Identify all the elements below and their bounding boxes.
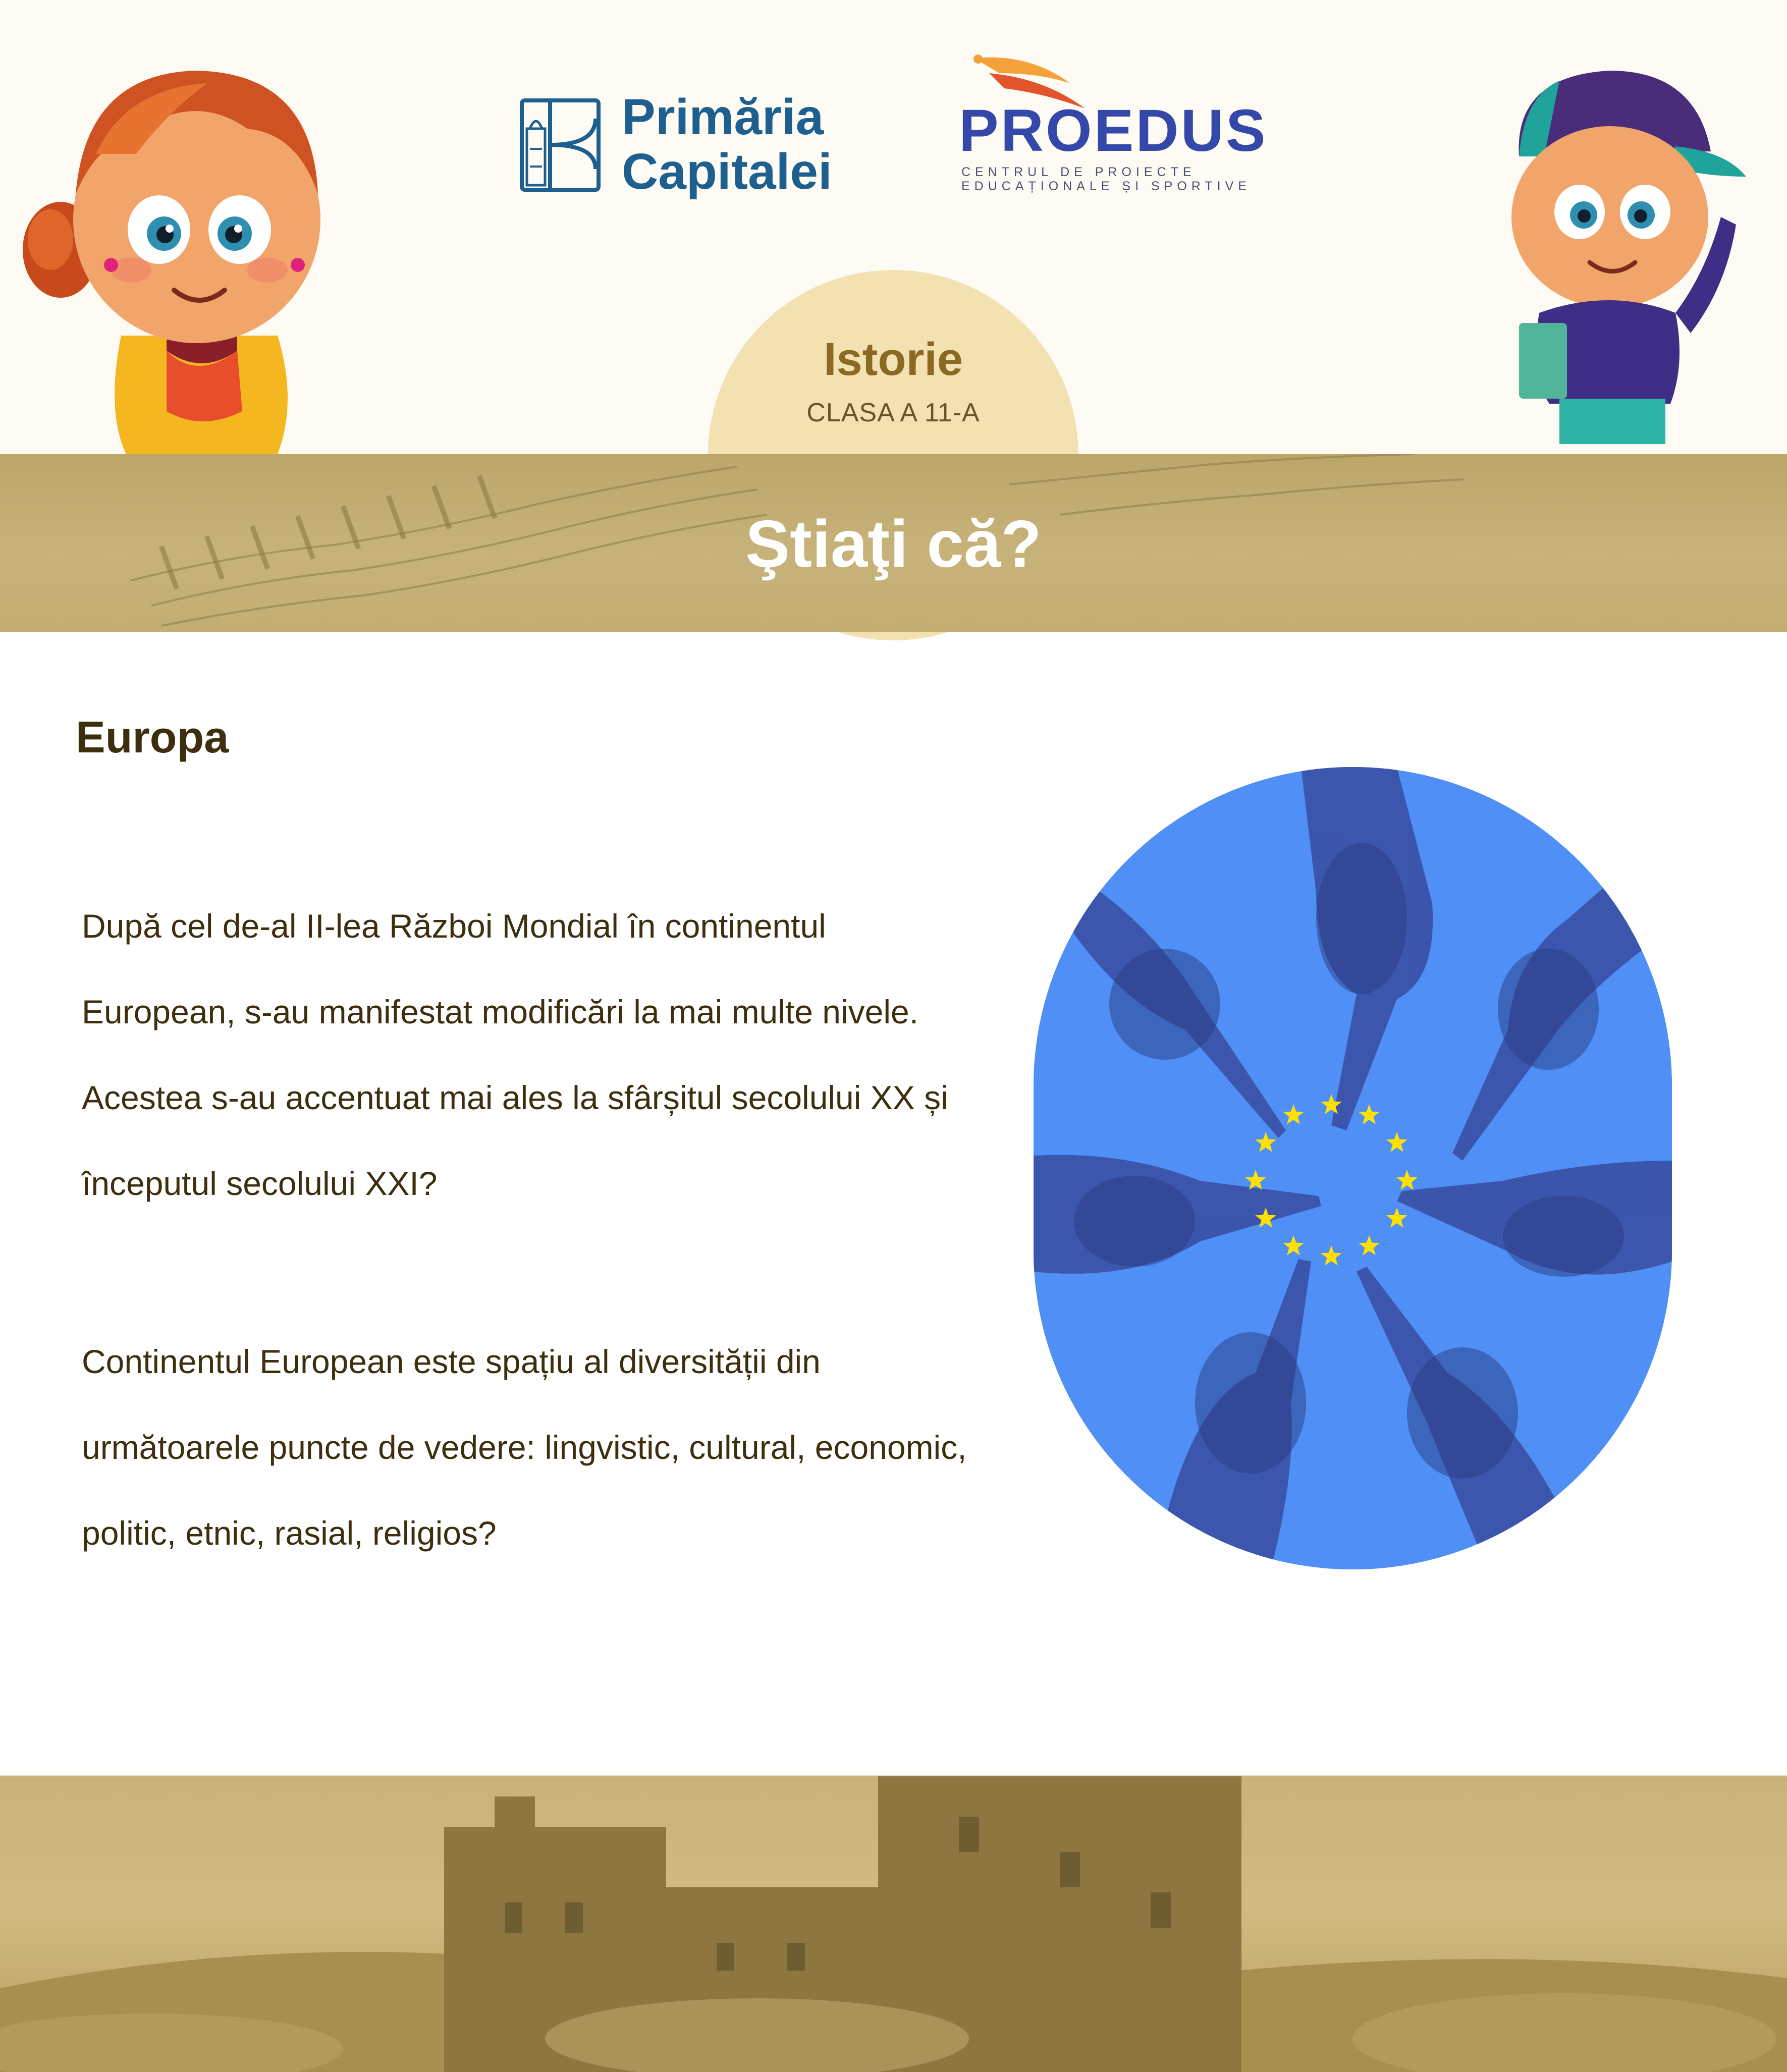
castle-illustration [0, 1776, 1787, 2072]
castle-footer-image [0, 1776, 1787, 2072]
primaria-logo-line2: Capitalei [622, 143, 832, 200]
girl-mascot-illustration [15, 28, 358, 454]
section-title: Europa [76, 712, 229, 762]
eu-hands-illustration [1034, 767, 1672, 1569]
primaria-logo-mark [520, 98, 601, 192]
proedus-logo-subtitle-1: CENTRUL DE PROIECTE [961, 165, 1196, 179]
subject-grade: CLASA A 11-A [806, 398, 980, 427]
proedus-logo-subtitle-2: EDUCAȚIONALE ȘI SPORTIVE [961, 179, 1251, 193]
proedus-logo-word: PROEDUS [959, 97, 1268, 164]
paragraph-1: După cel de-al II-lea Război Mondial în continentul European, s-au manifestat modificări la mai multe nivele. Acestea s-au accentuat mai ales la sfârșitul secolului XX și începutul secolului XXI? [82, 907, 948, 1202]
banner-title: Ştiaţi că? [745, 507, 1042, 581]
eu-hands-image [1034, 767, 1672, 1569]
subject-title: Istorie [823, 334, 963, 385]
paragraph-2: Continentul European este spațiu al diversității din următoarele puncte de vedere: lingvistic, cultural, economic, politic, etnic, rasial, religios? [82, 1343, 967, 1552]
boy-mascot-illustration [1484, 50, 1756, 454]
primaria-logo-line1: Primăria [622, 89, 824, 145]
